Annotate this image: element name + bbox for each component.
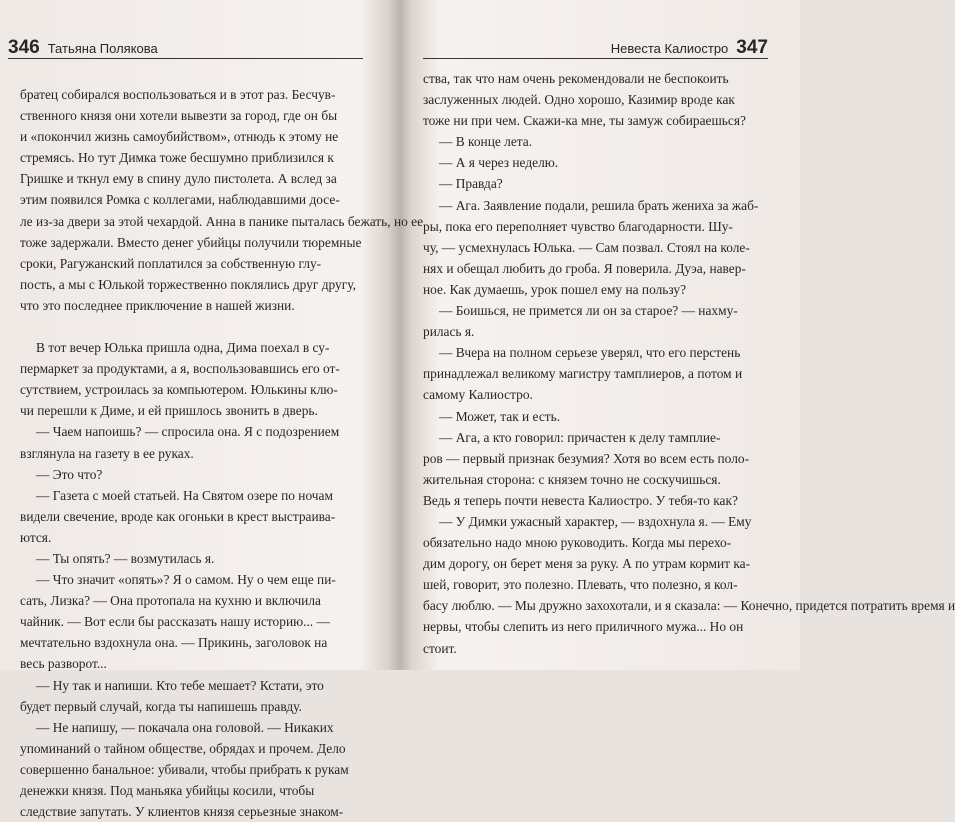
text-line: чи перешли к Диме, и ей пришлось звонить в дверь. [20, 403, 318, 419]
text-line: Гришке и ткнул ему в спину дуло пистолета. А вслед за [20, 171, 337, 187]
text-line: — Не напишу, — покачала она головой. — Никаких [36, 719, 334, 735]
text-line: чайник. — Вот если бы рассказать нашу историю... — [20, 614, 330, 630]
text-line: следствие запутать. У клиентов князя серьезные знаком- [20, 804, 344, 820]
text-line: ров — первый признак безумия? Хотя во всем есть поло- [423, 450, 750, 466]
text-line: сать, Лизка? — Она протопала на кухню и включила [20, 593, 321, 609]
text-line: пермаркет за продуктами, а я, воспользовавшись его от- [20, 361, 340, 377]
text-line: дим дорогу, он берет меня за руку. А по утрам кормит ка- [423, 556, 751, 572]
text-line: — В конце лета. [439, 134, 533, 150]
text-line: — Чаем напоишь? — спросила она. Я с подозрением [36, 424, 340, 440]
text-line: и «покончил жизнь самоубийством», отнюдь к этому не [20, 129, 339, 145]
text-line: — Ты опять? — возмутилась я. [36, 550, 215, 566]
text-line: сроки, Рагужанский поплатился за собственную глу- [20, 255, 322, 271]
text-line: этим появился Ромка с коллегами, наблюдавшими досе- [20, 192, 340, 208]
running-head: Татьяна Полякова [47, 41, 158, 56]
text-line: принадлежал великому магистру тамплиеров, а потом и [423, 366, 743, 382]
text-line: пость, а мы с Юлькой торжественно поклялись друг другу, [20, 276, 356, 292]
text-line: ства, так что нам очень рекомендовали не беспокоить [423, 71, 729, 86]
text-line: что это последнее приключение в нашей жизни. [20, 297, 295, 313]
page-number: 346 [8, 37, 40, 58]
text-line: тоже ни при чем. Скажи-ка мне, ты замуж собираешься? [423, 113, 746, 129]
text-line: будет первый случай, когда ты напишешь правду. [20, 698, 302, 714]
left-page-body [20, 84, 424, 822]
text-line: — Ага. Заявление подали, решила брать жениха за жаб- [439, 197, 759, 213]
right-page-body [423, 68, 955, 659]
text-line: шей, говорит, это полезно. Плевать, что полезно, я кол- [423, 577, 738, 593]
text-line: совершенно банальное: убивали, чтобы прибрать к рукам [20, 761, 349, 777]
text-line: братец собирался воспользоваться и в этот раз. Бесчув- [20, 87, 336, 102]
text-line: видели свечение, вроде как огоньки в крест выстраива- [20, 508, 336, 524]
text-line: ются. [20, 529, 52, 545]
text-line: стремясь. Но тут Димка тоже бесшумно приблизился к [20, 150, 334, 166]
text-line: нях и обещал любить до гроба. Я поверила. Дуэа, навер- [423, 260, 746, 276]
text-line: чу, — усмехнулась Юлька. — Сам позвал. Стоял на коле- [423, 239, 750, 255]
right-page-header [423, 36, 768, 59]
text-line: — Вчера на полном серьезе уверял, что его перстень [439, 345, 741, 361]
text-line: — Ага, а кто говорил: причастен к делу тамплие- [439, 429, 721, 445]
text-line: упоминаний о тайном обществе, обрядах и прочем. Дело [20, 740, 346, 756]
running-head: Невеста Калиостро [610, 41, 729, 56]
text-line: — Ну так и напиши. Кто тебе мешает? Кстати, это [36, 677, 324, 693]
text-line: рилась я. [423, 324, 475, 340]
text-line: — Может, так и есть. [439, 408, 561, 424]
right-page [405, 0, 955, 670]
text-line: денежки князя. Под маньяка убийцы косили, чтобы [20, 783, 315, 798]
text-line: нервы, чтобы слепить из него приличного мужа... Но он [423, 619, 744, 635]
text-line: — А я через неделю. [439, 155, 559, 171]
text-line: басу люблю. — Мы дружно захохотали, и я сказала: — Конечно, придется потратить время и [423, 598, 955, 614]
text-line: сутствием, устроилась за компьютером. Юлькины клю- [20, 382, 338, 398]
text-line: — Это что? [36, 466, 103, 482]
page-number: 347 [736, 37, 768, 58]
text-line: обязательно надо мною руководить. Когда мы перехо- [423, 535, 732, 551]
text-line [20, 316, 365, 337]
text-line: весь разворот... [20, 656, 107, 672]
text-line: — Газета с моей статьей. На Святом озере по ночам [36, 487, 333, 503]
text-line: ственного князя они хотели вывезти за город, где он бы [20, 108, 338, 124]
text-line: мечтательно вздохнула она. — Прикинь, заголовок на [20, 635, 328, 651]
text-line: Ведь я теперь почти невеста Калиостро. У тебя-то как? [423, 492, 738, 508]
text-line: стоит. [423, 640, 457, 656]
text-line: самому Калиостро. [423, 387, 533, 403]
text-line: ное. Как думаешь, урок пошел ему на пользу? [423, 281, 687, 297]
text-line: — Боишься, не примется ли он за старое? — нахму- [439, 303, 738, 319]
text-line: — У Димки ужасный характер, — вздохнула я. — Ему [439, 513, 752, 529]
text-line: заслуженных людей. Одно хорошо, Казимир вроде как [423, 92, 735, 108]
left-page [0, 0, 424, 820]
text-line: — Правда? [439, 176, 503, 192]
left-page-header [8, 36, 363, 59]
text-line: тоже задержали. Вместо денег убийцы получили тюремные [20, 234, 362, 250]
text-line: ры, пока его переполняет чувство благодарности. Шу- [423, 218, 733, 234]
text-line: В тот вечер Юлька пришла одна, Дима поехал в су- [36, 340, 330, 356]
text-line: — Что значит «опять»? Я о самом. Ну о чем еще пи- [36, 572, 336, 588]
text-line: жительная сторона: с князем точно не соскучишься. [423, 471, 721, 487]
text-line: ле из-за двери за этой чехардой. Анна в панике пыталась бежать, но ее [20, 213, 424, 229]
text-line: взглянула на газету в ее руках. [20, 445, 194, 461]
